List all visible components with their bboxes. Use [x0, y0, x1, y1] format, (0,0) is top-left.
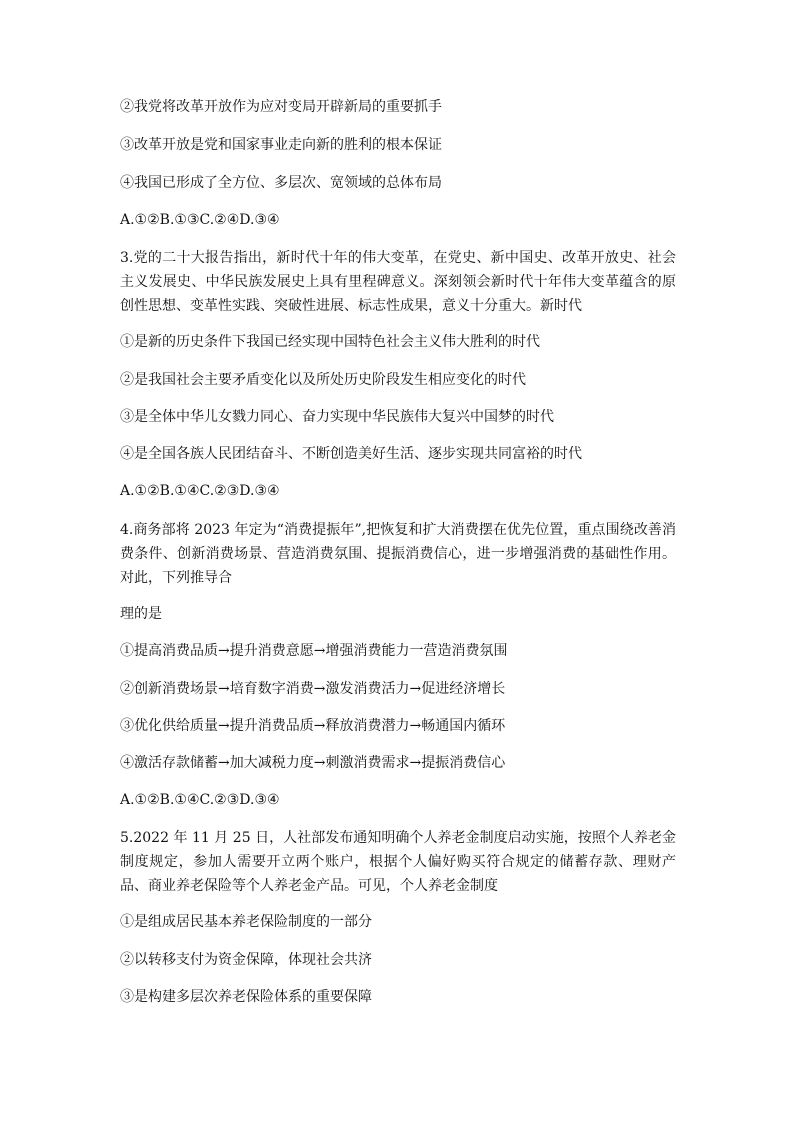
q5-option-3: ③是构建多层次养老保险体系的重要保障	[120, 989, 372, 1005]
q3-answer-choices: A.①②B.①④C.②③D.③④	[120, 483, 280, 499]
q2-option-4: ④我国已形成了全方位、多层次、宽领域的总体布局	[120, 175, 442, 191]
q3-option-3: ③是全体中华儿女戮力同心、奋力实现中华民族伟大复兴中国梦的时代	[120, 409, 554, 425]
q3-option-4: ④是全国各族人民团结奋斗、不断创造美好生活、逐步实现共同富裕的时代	[120, 446, 582, 462]
q2-answer-choices: A.①②B.①③C.②④D.③④	[120, 212, 280, 228]
q2-option-3: ③改革开放是党和国家事业走向新的胜利的根本保证	[120, 137, 442, 153]
q4-option-2: ②创新消费场景→培育数字消费→激发消费活力→促进经济增长	[120, 681, 506, 697]
q5-option-2: ②以转移支付为资金保障，体现社会共济	[120, 952, 372, 968]
q3-stem: 3.党的二十大报告指出，新时代十年的伟大变革，在党史、新中国史、改革开放史、社会主义发展史、中华民族发展史上具有里程碑意义。深刻领会新时代十年伟大变革蕴含的原创性思想、变革性实践、突破性进展、标志性成果，意义十分重大。新时代	[120, 250, 676, 314]
q4-option-1: ①提高消费品质→提升消费意愿→增强消费能力一营造消费氛围	[120, 643, 508, 659]
q5-option-1: ①是组成居民基本养老保险制度的一部分	[120, 914, 372, 930]
q3-option-1: ①是新的历史条件下我国已经实现中国特色社会主义伟大胜利的时代	[120, 334, 540, 350]
q4-stem-continuation: 理的是	[120, 606, 162, 622]
q4-stem: 4.商务部将 2023 年定为“消费提振年”,把恢复和扩大消费摆在优先位置，重点围绕改善消费条件、创新消费场景、营造消费氛围、提振消费信心，进一步增强消费的基础性作用。对此，下列推导合	[120, 522, 676, 586]
q3-option-2: ②是我国社会主要矛盾变化以及所处历史阶段发生相应变化的时代	[120, 372, 526, 388]
q2-option-2: ②我党将改革开放作为应对变局开辟新局的重要抓手	[120, 99, 442, 115]
q4-option-3: ③优化供给质量→提升消费品质→释放消费潜力→畅通国内循环	[120, 718, 506, 734]
q4-answer-choices: A.①②B.①④C.②③D.③④	[120, 792, 280, 808]
q4-option-4: ④激活存款储蓄→加大减税力度→刺激消费需求→提振消费信心	[120, 755, 506, 771]
q5-stem: 5.2022 年 11 月 25 日，人社部发布通知明确个人养老金制度启动实施，按照个人养老金制度规定，参加人需要开立两个账户，根据个人偏好购买符合规定的储蓄存款、理财产品、商业养老保险等个人养老金产品。可见，个人养老金制度	[120, 830, 676, 894]
